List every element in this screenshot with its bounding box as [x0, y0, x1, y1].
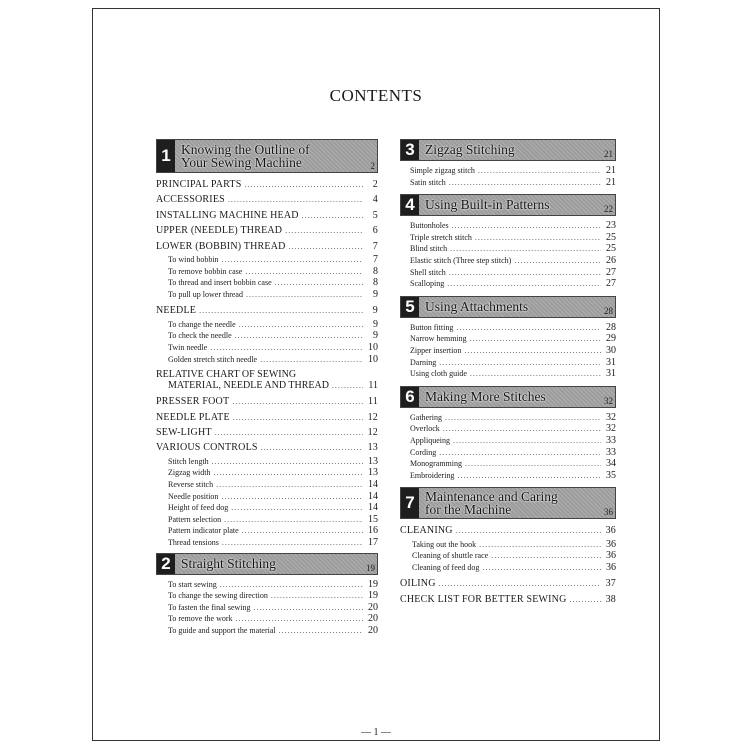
- page-number: — 1 —: [361, 727, 391, 738]
- toc-subentry[interactable]: Triple stretch stitch ..... 25: [400, 232, 616, 244]
- toc-subentry[interactable]: To wind bobbin ..... 7: [156, 254, 378, 266]
- toc-subentry[interactable]: To pull up lower thread ..... 9: [156, 289, 378, 301]
- toc-subentry[interactable]: To thread and insert bobbin case ..... 8: [156, 277, 378, 289]
- toc-subentry[interactable]: Cording ..... 33: [400, 447, 616, 459]
- toc-subentry[interactable]: Embroidering ..... 35: [400, 470, 616, 482]
- toc-subentry[interactable]: Twin needle ..... 10: [156, 342, 378, 354]
- toc-entry[interactable]: ACCESSORIES ..... 4: [156, 192, 378, 207]
- section-page: 36: [604, 507, 613, 518]
- section-number: 5: [401, 297, 419, 317]
- toc-entry[interactable]: PRINCIPAL PARTS ..... 2: [156, 177, 378, 192]
- toc-subentry[interactable]: Blind stitch ..... 25: [400, 243, 616, 255]
- section-page: 28: [604, 305, 613, 316]
- toc-subentry[interactable]: Appliqueing ..... 33: [400, 435, 616, 447]
- toc-subentry[interactable]: Simple zigzag stitch ..... 21: [400, 165, 616, 177]
- toc-subentry[interactable]: Button fitting ..... 28: [400, 322, 616, 334]
- section-page: 32: [604, 395, 613, 406]
- section-title-line2: Your Sewing Machine: [181, 155, 302, 170]
- toc-subentry[interactable]: Overlock ..... 32: [400, 423, 616, 435]
- toc-entry[interactable]: NEEDLE PLATE ..... 12: [156, 410, 378, 425]
- toc-subentry[interactable]: Cleaning of shuttle race ..... 36: [400, 550, 616, 562]
- toc-subentry[interactable]: Cleaning of feed dog ..... 36: [400, 562, 616, 574]
- section-number: 2: [157, 554, 175, 574]
- section-title: Making More Stitches: [425, 388, 546, 404]
- toc-subentry[interactable]: Pattern selection ..... 15: [156, 514, 378, 526]
- section-number: 1: [157, 140, 175, 172]
- section-title: Using Built-in Patterns: [425, 197, 550, 213]
- right-column: [400, 139, 616, 607]
- toc-subentry[interactable]: To remove the work ..... 20: [156, 613, 378, 625]
- section-title: Zigzag Stitching: [425, 142, 515, 157]
- section-banner-6: [400, 386, 616, 408]
- toc-entry[interactable]: NEEDLE ..... 9: [156, 303, 378, 318]
- toc-subentry[interactable]: Height of feed dog ..... 14: [156, 502, 378, 514]
- section-page: 22: [604, 204, 613, 215]
- section-banner-7: [400, 487, 616, 519]
- section-title: Straight Stitching: [181, 555, 276, 571]
- toc-entry[interactable]: UPPER (NEEDLE) THREAD ..... 6: [156, 223, 378, 238]
- toc-subentry[interactable]: Elastic stitch (Three step stitch) ..... 26: [400, 255, 616, 267]
- toc-subentry[interactable]: To check the needle ..... 9: [156, 330, 378, 342]
- section-banner-3: [400, 139, 616, 161]
- toc-subentry[interactable]: Thread tensions ..... 17: [156, 537, 378, 549]
- toc-subentry[interactable]: Golden stretch stitch needle ..... 10: [156, 354, 378, 366]
- section-number: 6: [401, 387, 419, 407]
- toc-subentry[interactable]: Darning ..... 31: [400, 357, 616, 369]
- section-title-line1: Maintenance and Caring: [425, 489, 558, 505]
- section-title-line1: Knowing the Outline of: [181, 142, 310, 157]
- toc-entry[interactable]: OILING ..... 37: [400, 576, 616, 591]
- toc-entry[interactable]: PRESSER FOOT ..... 11: [156, 394, 378, 409]
- toc-subentry[interactable]: Stitch length ..... 13: [156, 456, 378, 468]
- toc-entry[interactable]: LOWER (BOBBIN) THREAD ..... 7: [156, 239, 378, 254]
- manual-page: [92, 8, 660, 741]
- toc-subentry[interactable]: Needle position ..... 14: [156, 491, 378, 503]
- section-page: 19: [366, 562, 375, 573]
- section-page: 2: [370, 161, 375, 171]
- toc-subentry[interactable]: Scalloping ..... 27: [400, 278, 616, 290]
- toc-subentry[interactable]: Zigzag width ..... 13: [156, 467, 378, 479]
- toc-subentry[interactable]: Reverse stitch ..... 14: [156, 479, 378, 491]
- section-banner-1: [156, 139, 378, 173]
- section-banner-2: [156, 553, 378, 575]
- section-number: 3: [401, 140, 419, 160]
- toc-subentry[interactable]: To change the needle ..... 9: [156, 319, 378, 331]
- toc-subentry[interactable]: To start sewing ..... 19: [156, 579, 378, 591]
- section-banner-5: [400, 296, 616, 318]
- section-title-line2: for the Machine: [425, 502, 512, 518]
- section-number: 7: [401, 488, 419, 518]
- toc-entry[interactable]: SEW-LIGHT ..... 12: [156, 425, 378, 440]
- toc-subentry[interactable]: To guide and support the material ..... 20: [156, 625, 378, 637]
- toc-subentry[interactable]: To remove bobbin case ..... 8: [156, 266, 378, 278]
- left-column: [156, 139, 378, 637]
- toc-subentry[interactable]: Buttonholes ..... 23: [400, 220, 616, 232]
- section-title: Using Attachments: [425, 298, 529, 314]
- toc-entry-relative-chart[interactable]: RELATIVE CHART OF SEWING MATERIAL, NEEDLE AND THREAD ..... 11: [156, 368, 378, 394]
- page-title: CONTENTS: [329, 86, 423, 105]
- section-number: 4: [401, 195, 419, 215]
- toc-entry[interactable]: INSTALLING MACHINE HEAD ..... 5: [156, 208, 378, 223]
- section-banner-4: [400, 194, 616, 216]
- toc-subentry[interactable]: Shell stitch ..... 27: [400, 267, 616, 279]
- toc-entry[interactable]: CHECK LIST FOR BETTER SEWING ..... 38: [400, 592, 616, 607]
- toc-subentry[interactable]: Using cloth guide ..... 31: [400, 368, 616, 380]
- toc-subentry[interactable]: Narrow hemming ..... 29: [400, 333, 616, 345]
- toc-subentry[interactable]: Monogramming ..... 34: [400, 458, 616, 470]
- toc-subentry[interactable]: Taking out the hook ..... 36: [400, 539, 616, 551]
- toc-subentry[interactable]: Zipper insertion ..... 30: [400, 345, 616, 357]
- toc-subentry[interactable]: Pattern indicator plate ..... 16: [156, 525, 378, 537]
- toc-subentry[interactable]: To fasten the final sewing ..... 20: [156, 602, 378, 614]
- section-page: 21: [604, 149, 613, 159]
- toc-subentry[interactable]: Gathering ..... 32: [400, 412, 616, 424]
- toc-subentry[interactable]: To change the sewing direction ..... 19: [156, 590, 378, 602]
- toc-entry[interactable]: CLEANING ..... 36: [400, 523, 616, 538]
- toc-entry[interactable]: VARIOUS CONTROLS ..... 13: [156, 440, 378, 455]
- toc-subentry[interactable]: Satin stitch ..... 21: [400, 177, 616, 189]
